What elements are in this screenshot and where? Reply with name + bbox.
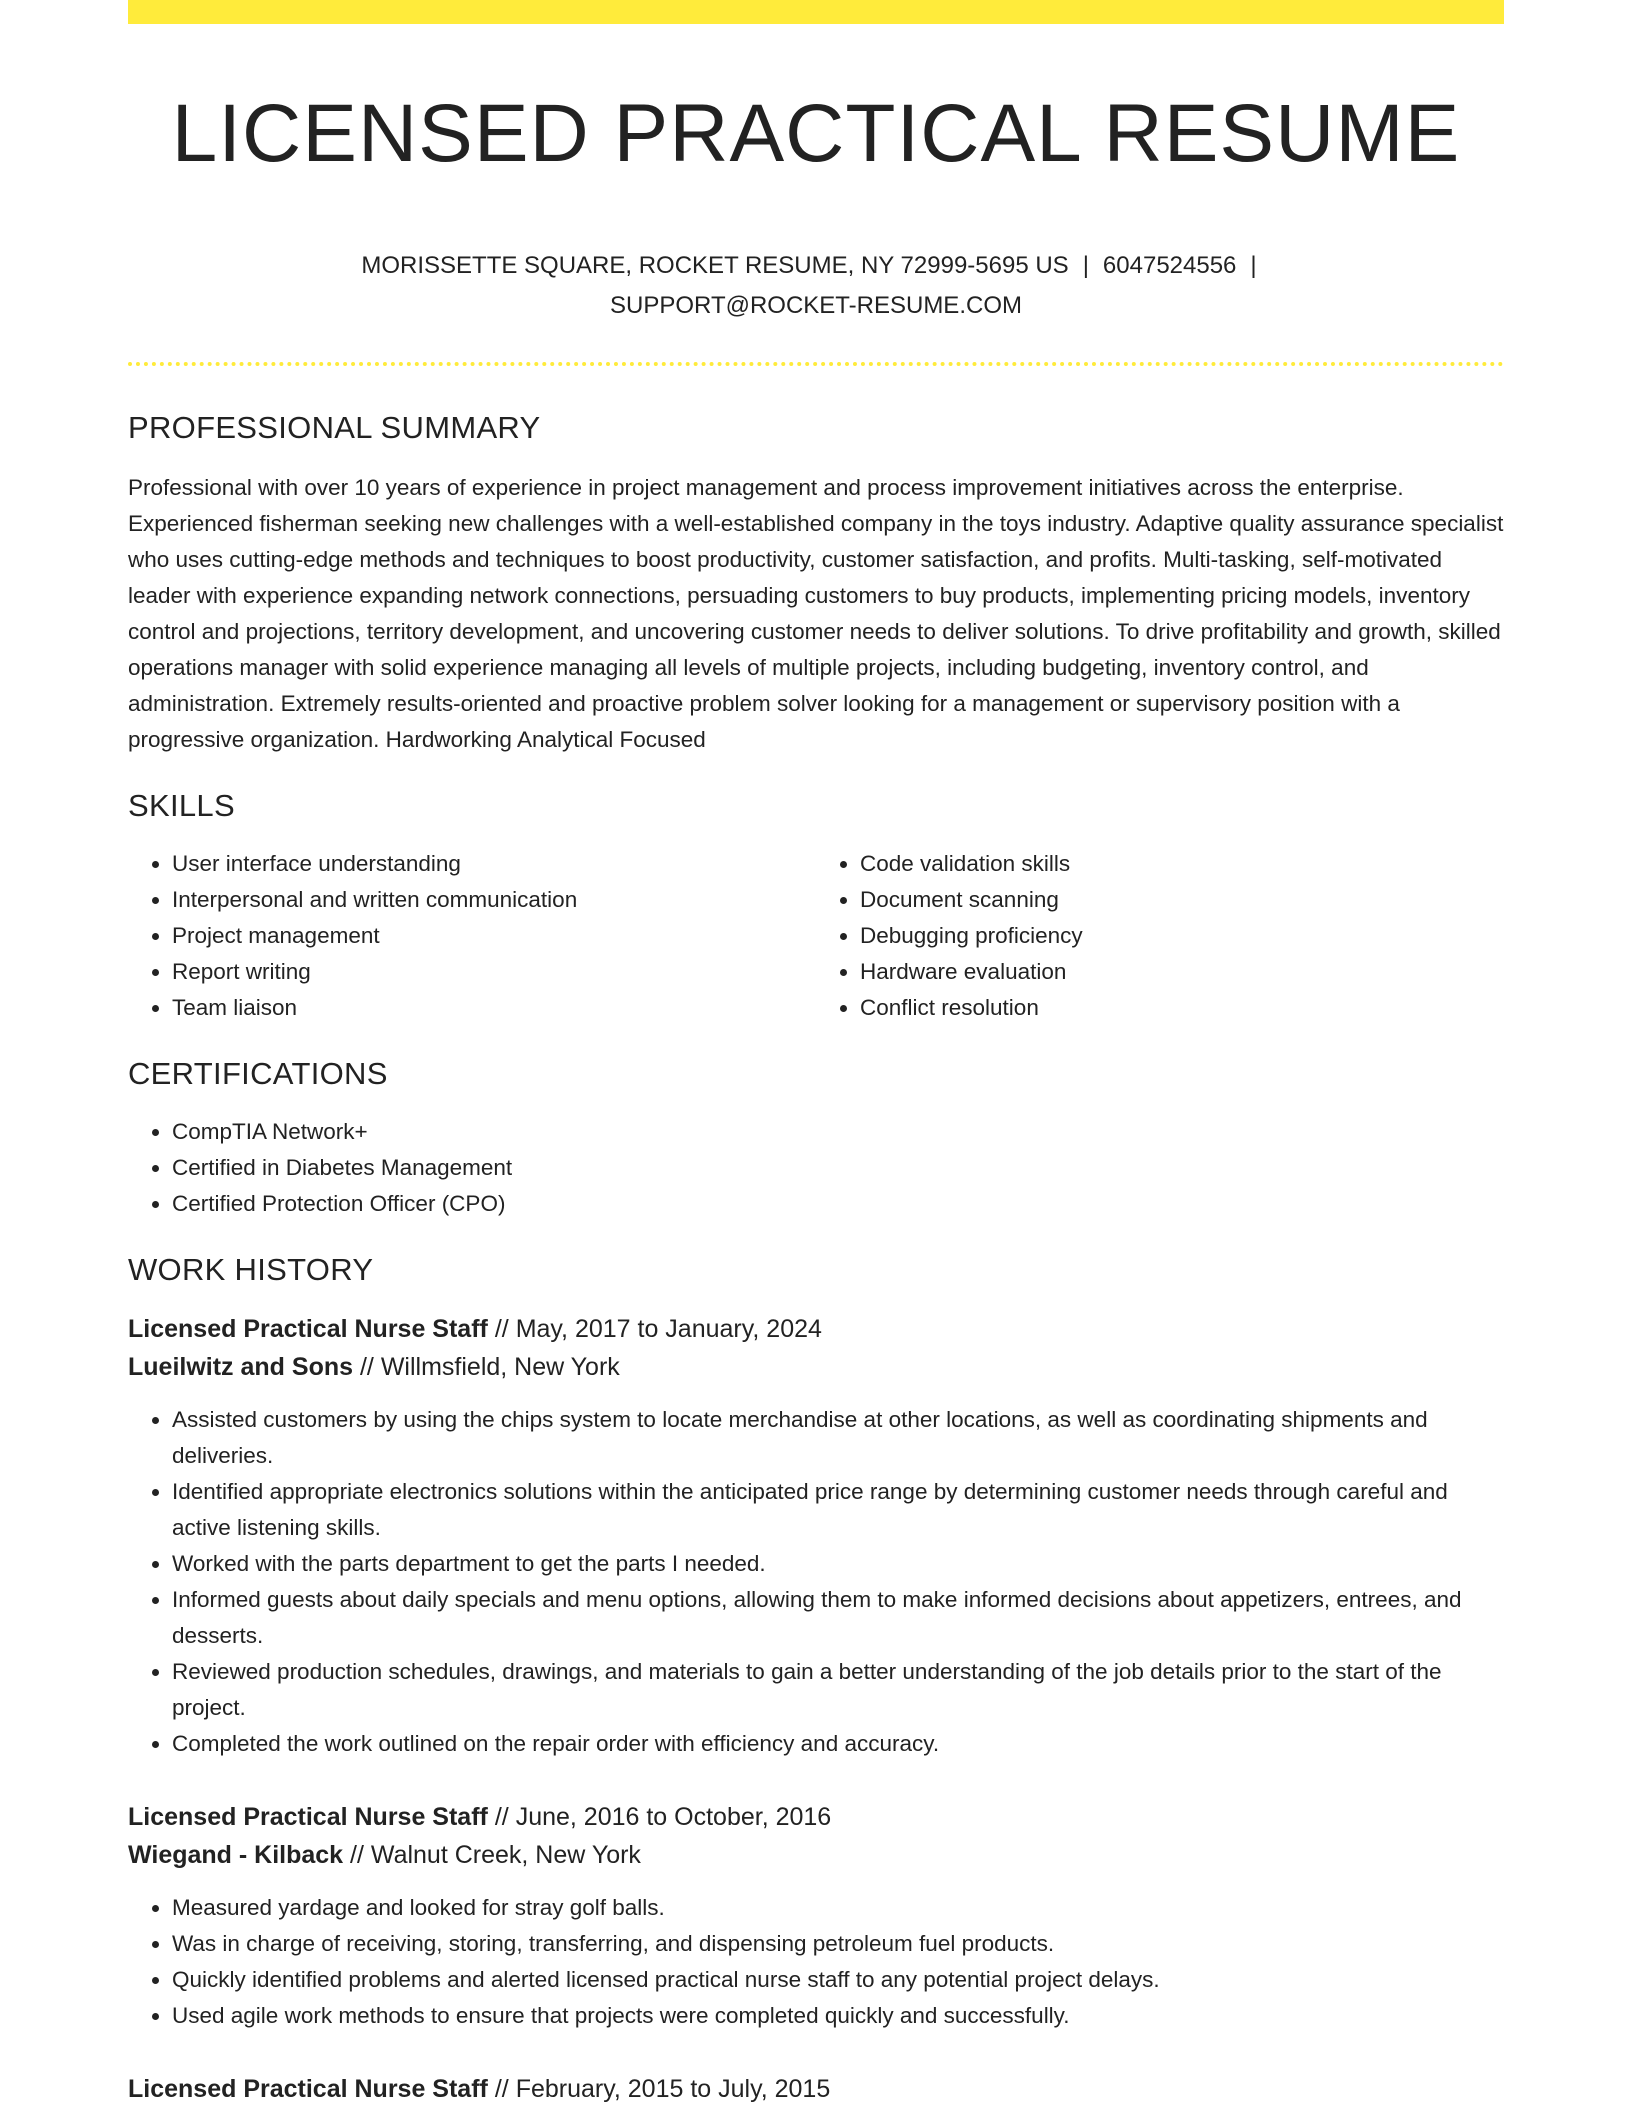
job-role: Licensed Practical Nurse Staff: [128, 1315, 488, 1343]
contact-info: [128, 246, 1504, 326]
job-delimiter: //: [350, 1841, 364, 1869]
job-bullet: • Reviewed production schedules, drawings, and materials to gain a better understanding of the job details prior to the start of the project.: [172, 1654, 1504, 1726]
job-role-line: [128, 2070, 1504, 2108]
certifications-heading: CERTIFICATIONS: [128, 1056, 388, 1091]
header-divider: [128, 362, 1504, 366]
skill-item: • Hardware evaluation: [860, 954, 1504, 990]
job-bullet: • Informed guests about daily specials and menu options, allowing them to make informed decisions about appetizers, entrees, and desserts.: [172, 1582, 1504, 1654]
skill-item: • Code validation skills: [860, 846, 1504, 882]
skill-item: • Interpersonal and written communication: [172, 882, 816, 918]
email: SUPPORT@ROCKET-RESUME.COM: [610, 292, 1022, 319]
top-accent-bar: [128, 0, 1504, 24]
skill-item: • User interface understanding: [172, 846, 816, 882]
job-dates: February, 2015 to July, 2015: [515, 2075, 831, 2103]
skill-item: • Report writing: [172, 954, 816, 990]
job-delimiter: //: [494, 1315, 509, 1343]
resume-title: LICENSED PRACTICAL RESUME: [171, 88, 1461, 179]
job-bullet: • Measured yardage and looked for stray golf balls.: [172, 1890, 1504, 1926]
job-dates: May, 2017 to January, 2024: [515, 1315, 822, 1343]
contact-separator: |: [1082, 252, 1089, 279]
job-bullet: • Worked with the parts department to get the parts I needed.: [172, 1546, 1504, 1582]
work-history-heading: WORK HISTORY: [128, 1252, 374, 1287]
job-delimiter: //: [359, 1353, 374, 1381]
job-location: Walnut Creek, New York: [370, 1841, 641, 1869]
skills-heading: SKILLS: [128, 788, 235, 823]
job-bullet: • Was in charge of receiving, storing, transferring, and dispensing petroleum fuel products.: [172, 1926, 1504, 1962]
skill-item: • Debugging proficiency: [860, 918, 1504, 954]
skill-item: • Conflict resolution: [860, 990, 1504, 1026]
job-delimiter: //: [494, 2075, 509, 2103]
summary-text: Professional with over 10 years of experience in project management and process improvement initiatives across the enterprise. Experienced fisherman seeking new challenges with a well-established company in the toys industry. Adaptive quality assurance specialist who uses cutting-edge methods and techniques to boost productivity, customer satisfaction, and profits. Multi-tasking, self-motivated leader with experience expanding network connections, persuading customers to buy products, implementing pricing models, inventory control and projections, territory development, and uncovering customer needs to deliver solutions. To drive profitability and growth, skilled operations manager with solid experience managing all levels of multiple projects, including budgeting, inventory control, and administration. Extremely results-oriented and proactive problem solver looking for a management or supervisory position with a progressive organization. Hardworking Analytical Focused: [128, 475, 1504, 752]
job-bullet: • Identified appropriate electronics solutions within the anticipated price range by determining customer needs through careful and active listening skills.: [172, 1474, 1504, 1546]
job-bullets: [128, 1890, 1504, 2034]
skills-list-right: [816, 846, 1504, 1026]
skill-item: • Team liaison: [172, 990, 816, 1026]
job-bullets: [128, 1402, 1504, 1762]
skill-item: • Document scanning: [860, 882, 1504, 918]
job-company: Wiegand - Kilback: [128, 1841, 344, 1869]
job-company-line: [128, 1836, 1504, 1874]
job-role: Licensed Practical Nurse Staff: [128, 1803, 488, 1831]
job-bullet: • Assisted customers by using the chips system to locate merchandise at other locations, as well as coordinating shipments and deliveries.: [172, 1402, 1504, 1474]
job-dates: June, 2016 to October, 2016: [515, 1803, 832, 1831]
job-entry: [128, 1310, 1504, 1762]
job-entry: [128, 1798, 1504, 2034]
job-role: Licensed Practical Nurse Staff: [128, 2075, 488, 2103]
job-company: Lueilwitz and Sons: [128, 1353, 354, 1381]
job-entry: [128, 2070, 1504, 2108]
job-delimiter: //: [494, 1803, 509, 1831]
job-bullet: • Quickly identified problems and alerted licensed practical nurse staff to any potential project delays.: [172, 1962, 1504, 1998]
job-role-line: [128, 1310, 1504, 1348]
address: MORISSETTE SQUARE, ROCKET RESUME, NY 72999-5695 US: [361, 252, 1069, 279]
certification-item: • CompTIA Network+: [172, 1114, 1504, 1150]
job-company-line: [128, 1348, 1504, 1386]
summary-heading: PROFESSIONAL SUMMARY: [128, 410, 541, 445]
job-bullet: • Used agile work methods to ensure that projects were completed quickly and successfully.: [172, 1998, 1504, 2034]
resume-page: [128, 0, 1504, 2108]
certifications-list: [128, 1114, 1504, 1222]
contact-separator: |: [1250, 252, 1257, 279]
skills-columns: [128, 846, 1504, 1026]
certification-item: • Certified Protection Officer (CPO): [172, 1186, 1504, 1222]
job-bullet: • Completed the work outlined on the repair order with efficiency and accuracy.: [172, 1726, 1504, 1762]
certification-item: • Certified in Diabetes Management: [172, 1150, 1504, 1186]
phone: 6047524556: [1102, 252, 1237, 279]
skill-item: • Project management: [172, 918, 816, 954]
job-role-line: [128, 1798, 1504, 1836]
skills-list-left: [128, 846, 816, 1026]
job-location: Willmsfield, New York: [380, 1353, 620, 1381]
